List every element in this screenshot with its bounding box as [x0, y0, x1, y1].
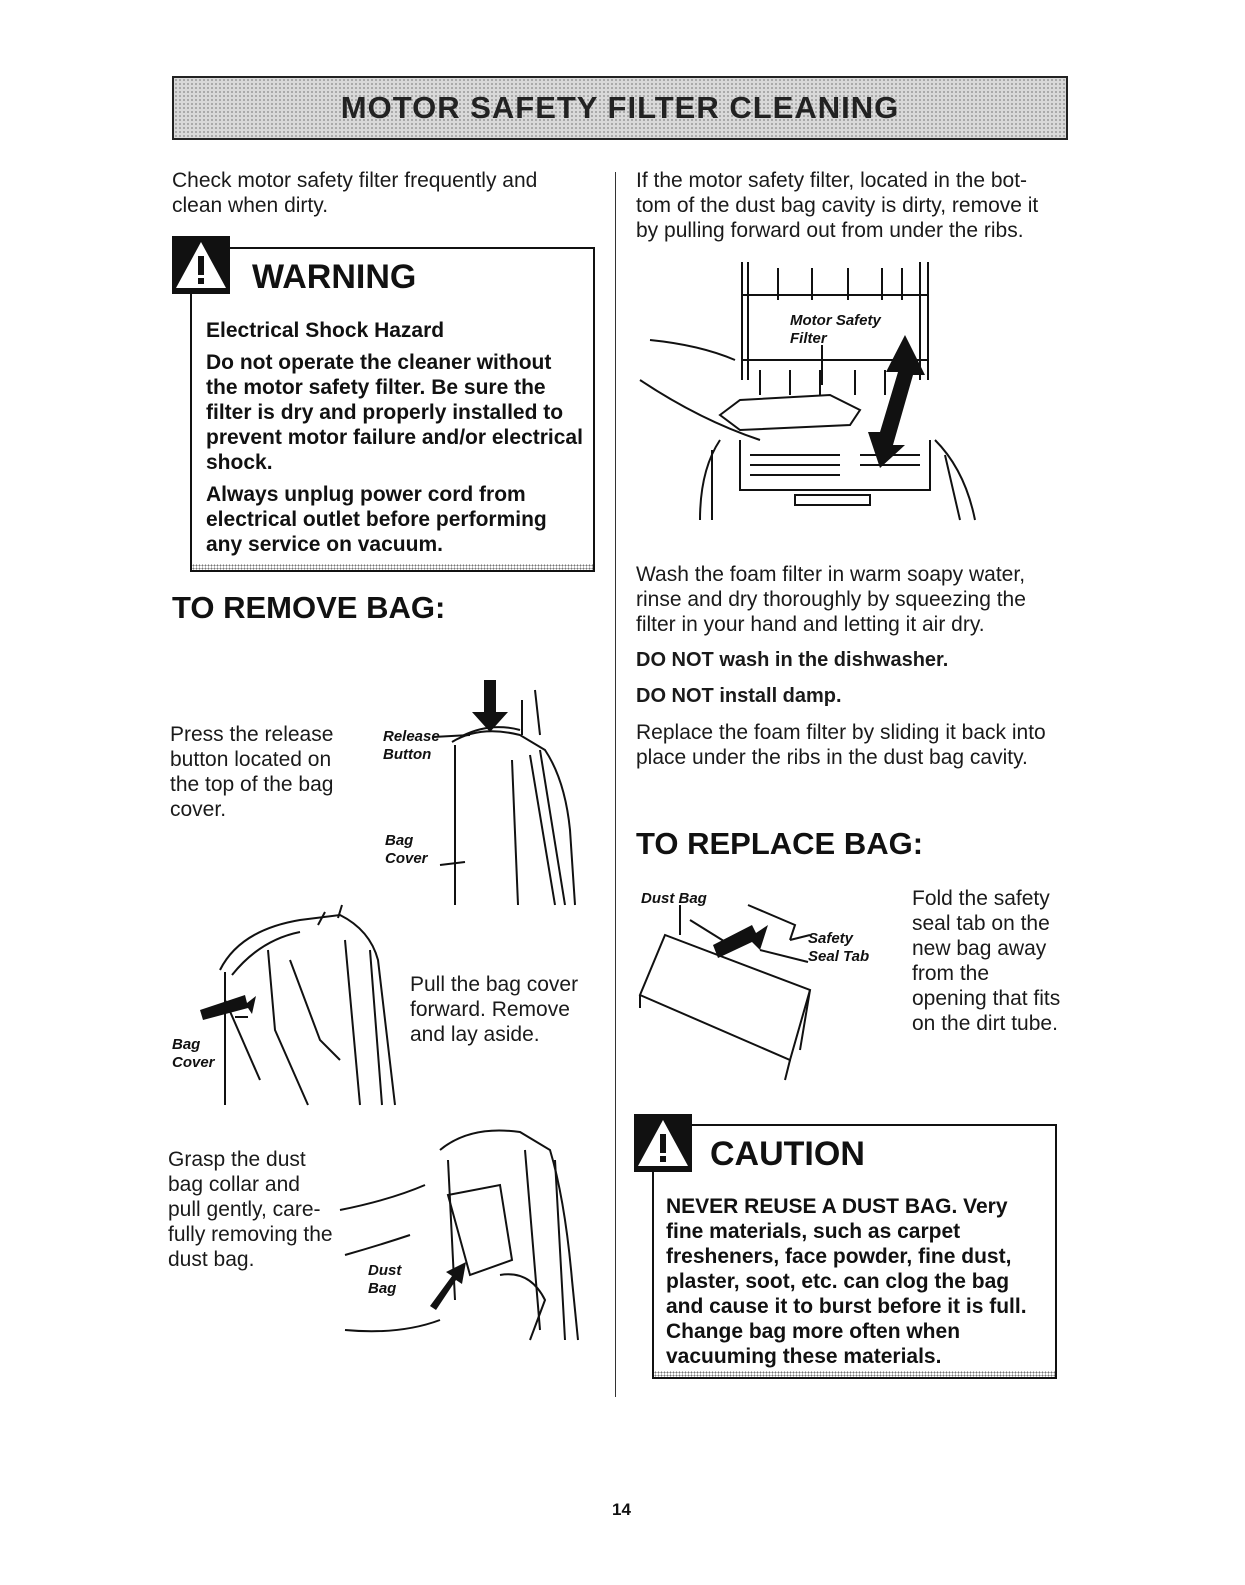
label-safety-seal-tab: Safety Seal Tab — [808, 930, 870, 965]
warning-paragraph-2: Always unplug power cord from electrical outlet before performing any service on vacuum. — [206, 483, 547, 556]
label-dust-bag-1: Dust Bag — [368, 1262, 402, 1297]
remove-bag-heading: TO REMOVE BAG: — [172, 590, 446, 625]
no-dishwasher-text: DO NOT wash in the dishwasher. — [636, 649, 949, 671]
label-bag-cover-1: Bag Cover — [385, 832, 428, 867]
replace-bag-heading: TO REPLACE BAG: — [636, 826, 924, 861]
caution-title: CAUTION — [710, 1135, 865, 1173]
label-motor-safety-filter: Motor Safety Filter — [790, 312, 881, 347]
banner-title: MOTOR SAFETY FILTER CLEANING — [340, 90, 900, 125]
caution-triangle-icon — [634, 1114, 692, 1172]
replace-filter-text: Replace the foam filter by sliding it back into place under the ribs in the dust bag cavity. — [636, 721, 1046, 769]
filter-intro-text: If the motor safety filter, located in the bot-tom of the dust bag cavity is dirty, remove it by pulling forward out from under the ribs. — [636, 169, 1039, 242]
label-release-button: Release Button — [383, 728, 440, 763]
wash-text: Wash the foam filter in warm soapy water, rinse and dry thoroughly by squeezing the filter in your hand and letting it air dry. — [636, 563, 1026, 636]
caution-text: NEVER REUSE A DUST BAG. Very fine materials, such as carpet fresheners, face powder, fine dust, plaster, soot, etc. can clog the bag and cause it to burst before it is full. Change bag more often when vacuuming these materials. — [666, 1195, 1027, 1368]
step3-text: Grasp the dust bag collar and pull gently, care-fully removing the dust bag. — [168, 1148, 333, 1271]
label-dust-bag-2: Dust Bag — [641, 890, 707, 907]
warning-title: WARNING — [252, 258, 417, 296]
warning-subtitle: Electrical Shock Hazard — [206, 319, 445, 342]
warning-paragraph-1: Do not operate the cleaner without the motor safety filter. Be sure the filter is dry and properly installed to prevent motor failure and/or electrical shock. — [206, 351, 583, 474]
no-damp-text: DO NOT install damp. — [636, 685, 842, 707]
page-number: 14 — [612, 1500, 631, 1519]
step1-text: Press the release button located on the top of the bag cover. — [170, 723, 334, 821]
step2-text: Pull the bag cover forward. Remove and lay aside. — [410, 973, 579, 1046]
label-bag-cover-2: Bag Cover — [172, 1036, 215, 1071]
intro-text: Check motor safety filter frequently and clean when dirty. — [172, 169, 538, 217]
fold-text: Fold the safety seal tab on the new bag away from the opening that fits on the dirt tube. — [912, 887, 1061, 1035]
